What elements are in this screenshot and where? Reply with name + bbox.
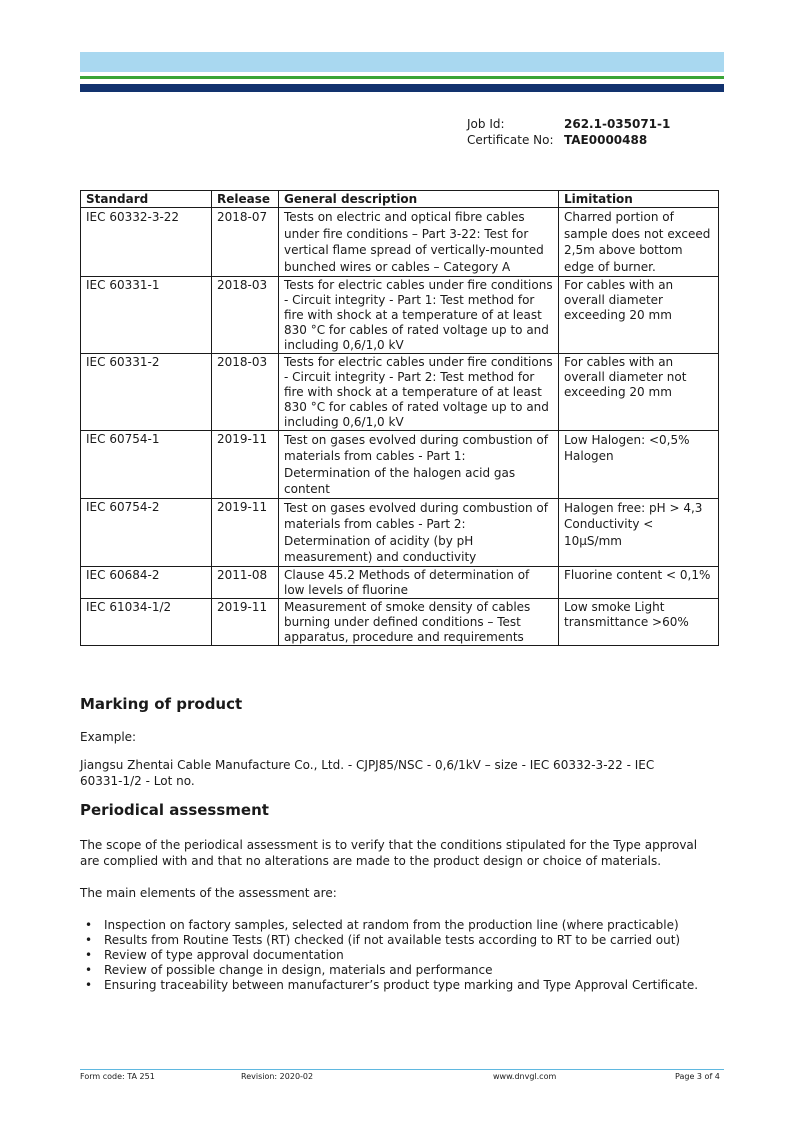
cell-release: 2019-11 xyxy=(212,598,279,645)
table-header-row xyxy=(81,191,719,208)
column-header-description: General description xyxy=(279,191,559,208)
footer-form-code: Form code: TA 251 xyxy=(80,1072,155,1081)
list-item: • Review of type approval documentation xyxy=(80,948,730,963)
assessment-elements-list xyxy=(80,918,730,993)
cell-description: Measurement of smoke density of cables burning under defined conditions – Test apparatus, procedure and requirements xyxy=(279,598,559,645)
header-navy-rule xyxy=(80,84,724,92)
cell-standard: IEC 60331-2 xyxy=(81,353,212,430)
cell-release: 2018-07 xyxy=(212,208,279,277)
table-row xyxy=(81,498,719,566)
cell-description: Tests for electric cables under fire conditions - Circuit integrity - Part 1: Test method for fire with shock at a temperature of at least 830 °C for cables of rated voltage up to and including 0,6/1,0 kV xyxy=(279,276,559,353)
footer-page-number: Page 3 of 4 xyxy=(675,1072,720,1081)
cell-description: Tests for electric cables under fire conditions - Circuit integrity - Part 2: Test method for fire with shock at a temperature of at least 830 °C for cables of rated voltage up to and including 0,6/1,0 kV xyxy=(279,353,559,430)
marking-heading: Marking of product xyxy=(80,695,243,713)
job-id-label: Job Id: xyxy=(467,117,505,131)
column-header-limitation: Limitation xyxy=(559,191,719,208)
assessment-elements-intro: The main elements of the assessment are: xyxy=(80,886,337,900)
certificate-identifiers xyxy=(467,116,670,148)
table-row xyxy=(81,566,719,598)
cell-limitation: Low Halogen: <0,5% Halogen xyxy=(559,430,719,498)
table-row xyxy=(81,276,719,353)
cell-standard: IEC 60332-3-22 xyxy=(81,208,212,277)
certificate-no-value: TAE0000488 xyxy=(564,133,648,147)
list-item: • Review of possible change in design, materials and performance xyxy=(80,963,730,978)
cell-limitation: For cables with an overall diameter not exceeding 20 mm xyxy=(559,353,719,430)
table-row xyxy=(81,208,719,277)
cell-limitation: Low smoke Light transmittance >60% xyxy=(559,598,719,645)
cell-limitation: For cables with an overall diameter exceeding 20 mm xyxy=(559,276,719,353)
cell-limitation: Charred portion of sample does not exceed 2,5m above bottom edge of burner. xyxy=(559,208,719,277)
cell-release: 2011-08 xyxy=(212,566,279,598)
certificate-no-label: Certificate No: xyxy=(467,133,554,147)
header-green-rule xyxy=(80,76,724,79)
cell-standard: IEC 60754-2 xyxy=(81,498,212,566)
cell-release: 2019-11 xyxy=(212,498,279,566)
table-row xyxy=(81,353,719,430)
cell-description: Test on gases evolved during combustion of materials from cables - Part 2: Determination of acidity (by pH measurement) and conductivity xyxy=(279,498,559,566)
standards-table xyxy=(80,190,719,646)
cell-limitation: Fluorine content < 0,1% xyxy=(559,566,719,598)
cell-limitation: Halogen free: pH > 4,3 Conductivity < 10μS/mm xyxy=(559,498,719,566)
periodical-heading: Periodical assessment xyxy=(80,801,269,819)
footer-website: www.dnvgl.com xyxy=(493,1072,557,1081)
cell-description: Clause 45.2 Methods of determination of low levels of fluorine xyxy=(279,566,559,598)
periodical-scope-text: The scope of the periodical assessment is to verify that the conditions stipulated for the Type approval are complied with and that no alterations are made to the product design or choice of materials. xyxy=(80,838,698,868)
job-id-value: 262.1-035071-1 xyxy=(564,117,671,131)
list-item: • Ensuring traceability between manufacturer’s product type marking and Type Approval Certificate. xyxy=(80,978,730,993)
cell-standard: IEC 61034-1/2 xyxy=(81,598,212,645)
footer-revision: Revision: 2020-02 xyxy=(241,1072,314,1081)
cell-description: Test on gases evolved during combustion of materials from cables - Part 1: Determination of the halogen acid gas content xyxy=(279,430,559,498)
header-light-blue-band xyxy=(80,52,724,72)
marking-example-text: Jiangsu Zhentai Cable Manufacture Co., Ltd. - CJPJ85/NSC - 0,6/1kV – size - IEC 60332-3-22 - IEC 60331-1/2 - Lot no. xyxy=(80,758,655,788)
cell-standard: IEC 60684-2 xyxy=(81,566,212,598)
cell-release: 2018-03 xyxy=(212,276,279,353)
list-item: • Inspection on factory samples, selected at random from the production line (where practicable) xyxy=(80,918,730,933)
column-header-standard: Standard xyxy=(81,191,212,208)
table-row xyxy=(81,598,719,645)
footer-rule xyxy=(80,1069,724,1070)
list-item: • Results from Routine Tests (RT) checked (if not available tests according to RT to be carried out) xyxy=(80,933,730,948)
marking-example-label: Example: xyxy=(80,730,137,744)
table-row xyxy=(81,430,719,498)
cell-standard: IEC 60754-1 xyxy=(81,430,212,498)
cell-standard: IEC 60331-1 xyxy=(81,276,212,353)
cell-release: 2019-11 xyxy=(212,430,279,498)
cell-description: Tests on electric and optical fibre cables under fire conditions – Part 3-22: Test for vertical flame spread of vertically-mounted bunched wires or cables – Category A xyxy=(279,208,559,277)
cell-release: 2018-03 xyxy=(212,353,279,430)
column-header-release: Release xyxy=(212,191,279,208)
